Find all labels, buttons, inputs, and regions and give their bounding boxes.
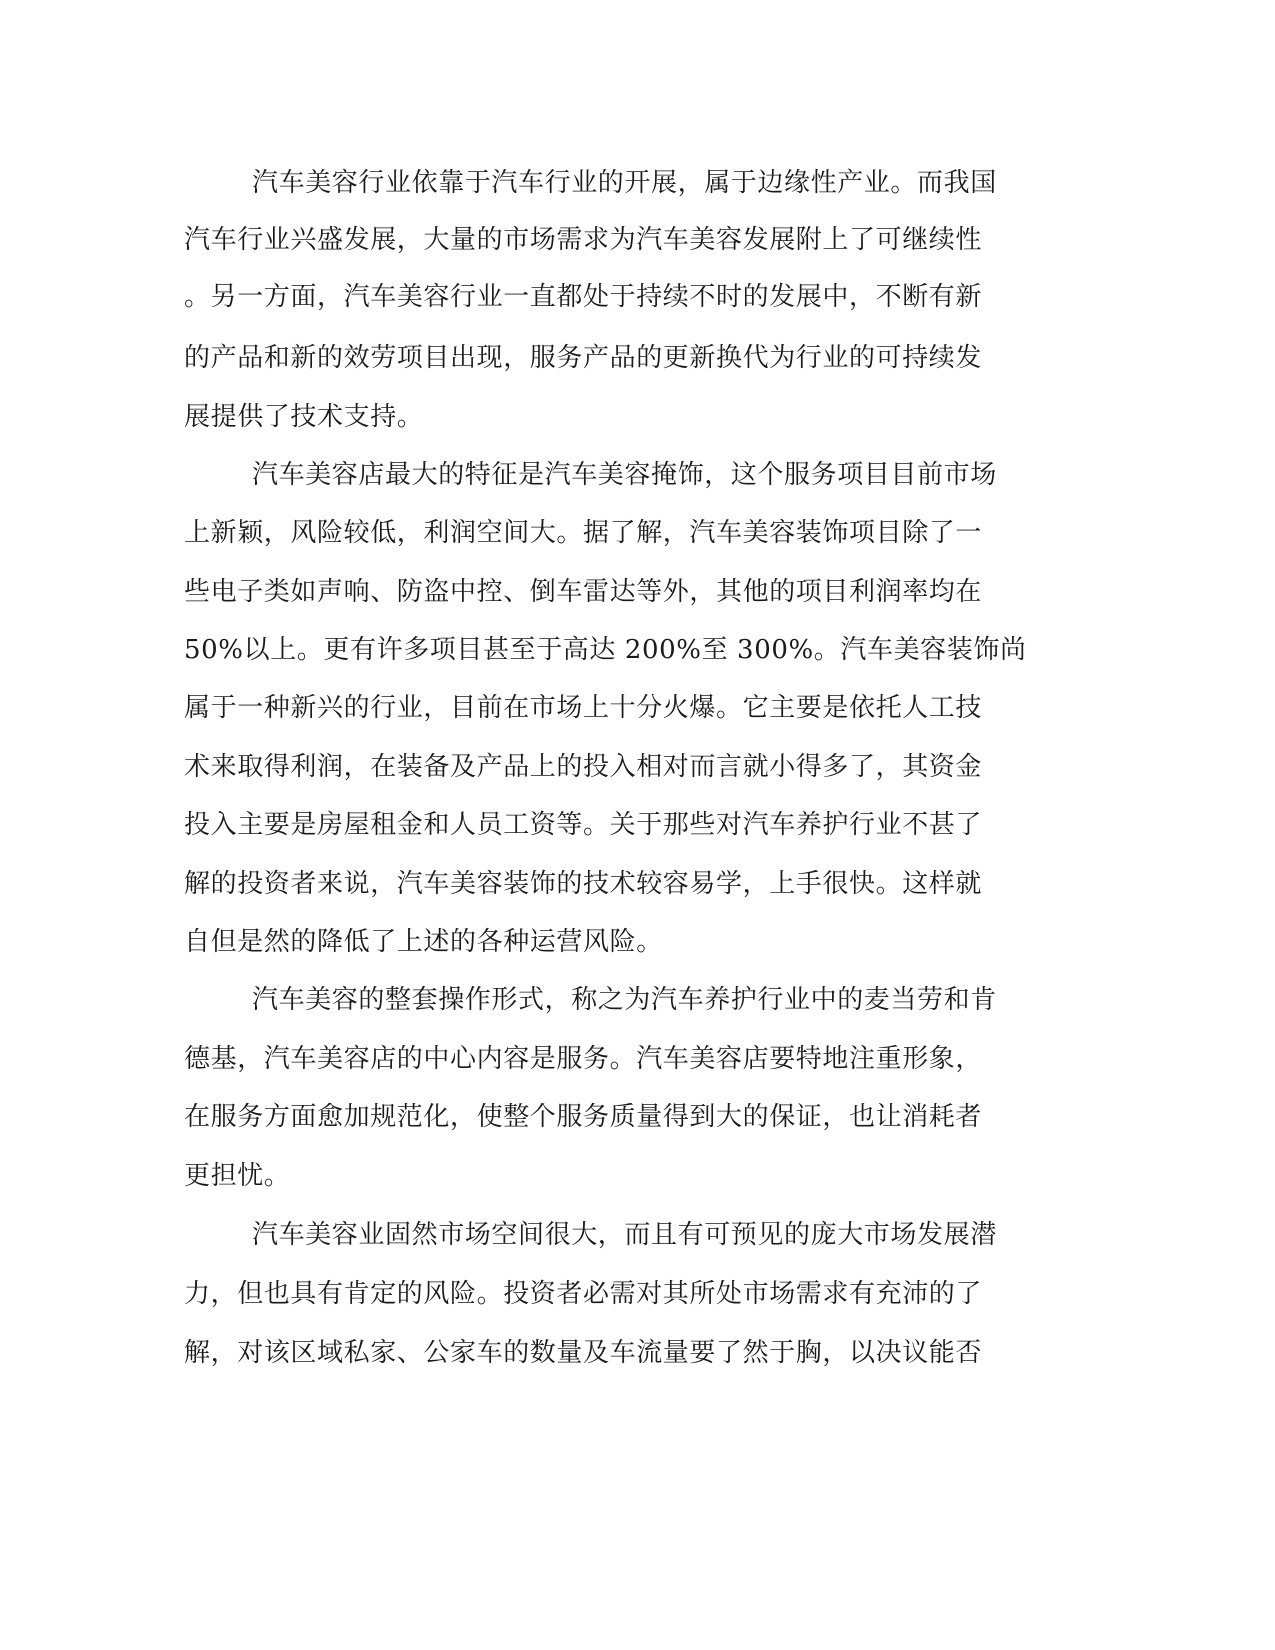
paragraph-2-line-5: 属于一种新兴的行业，目前在市场上十分火爆。它主要是依托人工技: [184, 693, 983, 723]
paragraph-4-line-2: 力，但也具有肯定的风险。投资者必需对其所处市场需求有充沛的了: [184, 1279, 983, 1309]
paragraph-3-line-2: 德基，汽车美容店的中心内容是服务。汽车美容店要特地注重形象，: [184, 1044, 983, 1074]
paragraph-2-line-9: 自但是然的降低了上述的各种运营风险。: [184, 927, 663, 957]
paragraph-1-line-5: 展提供了技术支持。: [184, 402, 424, 432]
paragraph-3-line-4: 更担忧。: [184, 1161, 291, 1191]
paragraph-1-line-2: 汽车行业兴盛发展，大量的市场需求为汽车美容发展附上了可继续性: [184, 225, 983, 255]
paragraph-3-line-1: 汽车美容的整套操作形式，称之为汽车养护行业中的麦当劳和肯: [252, 985, 997, 1015]
paragraph-4-line-3: 解，对该区域私家、公家车的数量及车流量要了然于胸，以决议能否: [184, 1338, 983, 1368]
paragraph-2-line-2: 上新颖，风险较低，利润空间大。据了解，汽车美容装饰项目除了一: [184, 518, 983, 548]
paragraph-3-line-3: 在服务方面愈加规范化，使整个服务质量得到大的保证，也让消耗者: [184, 1102, 983, 1132]
paragraph-2-line-1: 汽车美容店最大的特征是汽车美容掩饰，这个服务项目目前市场: [252, 460, 997, 490]
paragraph-1-line-1: 汽车美容行业依靠于汽车行业的开展，属于边缘性产业。而我国: [252, 168, 997, 198]
paragraph-2-line-8: 解的投资者来说，汽车美容装饰的技术较容易学，上手很快。这样就: [184, 869, 983, 899]
paragraph-2-line-6: 术来取得利润，在装备及产品上的投入相对而言就小得多了，其资金: [184, 752, 983, 782]
paragraph-2-line-4: 50%以上。更有许多项目甚至于高达 200%至 300%。汽车美容装饰尚: [184, 635, 1027, 665]
paragraph-2-line-7: 投入主要是房屋租金和人员工资等。关于那些对汽车养护行业不甚了: [184, 810, 983, 840]
paragraph-2-line-3: 些电子类如声响、防盗中控、倒车雷达等外，其他的项目利润率均在: [184, 577, 983, 607]
paragraph-1-line-4: 的产品和新的效劳项目出现，服务产品的更新换代为行业的可持续发: [184, 343, 983, 373]
paragraph-4-line-1: 汽车美容业固然市场空间很大，而且有可预见的庞大市场发展潜: [252, 1220, 997, 1250]
paragraph-1-line-3: 。另一方面，汽车美容行业一直都处于持续不时的发展中，不断有新: [184, 282, 983, 312]
